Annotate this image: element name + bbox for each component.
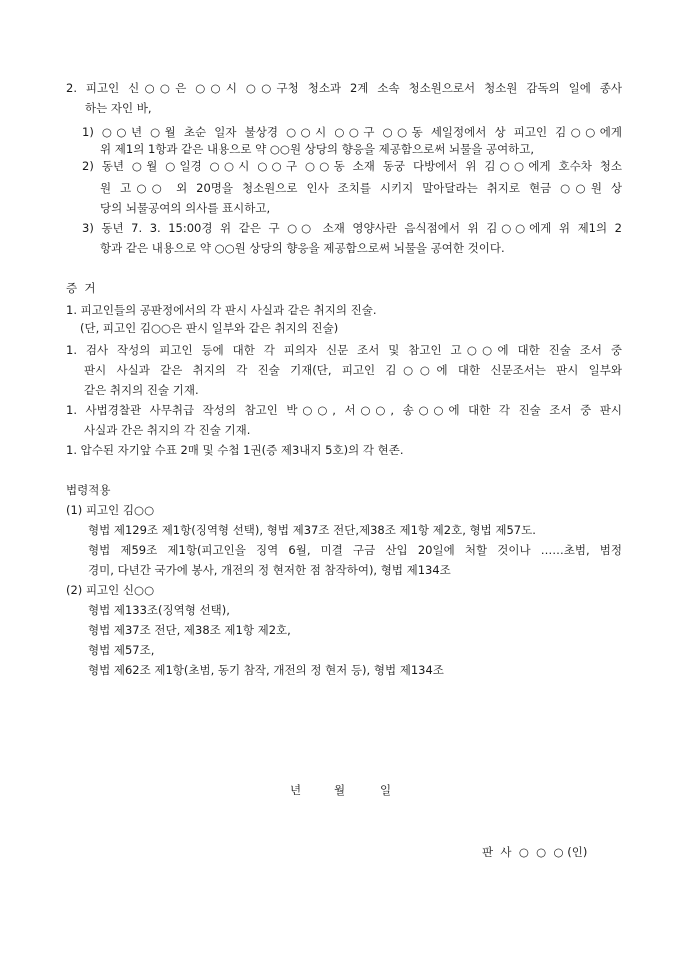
date-year: 년 [290, 783, 302, 797]
law-shin-line: 형법 제62조 제1항(초범, 동기 참작, 개전의 정 현저 등), 형법 제134조 [88, 663, 444, 677]
date-month: 월 [334, 783, 346, 797]
law-kim-line: 경미, 다년간 국가에 봉사, 개전의 정 현저한 점 참작하여), 형법 제134조 [88, 563, 451, 577]
judge-signature: 판 사 ○ ○ ○ (인) [482, 845, 588, 859]
item2-sub2-line: 원 고○○ 외 20명을 청소원으로 인사 조치를 시키지 말아달라는 취지로 현금 ○○원 상 [100, 181, 622, 195]
evidence-heading: 증 거 [66, 281, 96, 295]
item2-sub1-line: 위 제1의 1항과 같은 내용으로 약 ○○원 상당의 향응을 제공함으로써 뇌물을 공여하고, [100, 142, 535, 156]
law-kim-line: 형법 제129조 제1항(징역형 선택), 형법 제37조 전단,제38조 제1항 제2호, 형법 제57도. [88, 523, 536, 537]
item2-sub3-line: 3) 동년 7. 3. 15:00경 위 같은 구 ○○ 소재 영양사란 음식점에서 위 김○○에게 위 제1의 2 [82, 221, 622, 235]
law-heading: 법령적용 [66, 483, 111, 497]
item2-sub2-line: 2) 동년 ○월 ○일경 ○○시 ○○구 ○○동 소재 동궁 다방에서 위 김○○에게 호수차 청소 [82, 159, 622, 173]
law-defendant-shin: (2) 피고인 신○○ [66, 583, 155, 597]
evidence-item-line: 1. 검사 작성의 피고인 등에 대한 각 피의자 신문 조서 및 참고인 고○○에 대한 진술 조서 중 [66, 343, 622, 357]
item2-intro-line: 하는 자인 바, [85, 101, 152, 115]
law-shin-line: 형법 제37조 전단, 제38조 제1항 제2호, [88, 623, 291, 637]
law-defendant-kim: (1) 피고인 김○○ [66, 503, 155, 517]
evidence-item-line: 1. 피고인들의 공판정에서의 각 판시 사실과 같은 취지의 진술. [66, 303, 377, 317]
item2-intro-line: 2. 피고인 신○○은 ○○시 ○○구청 청소과 2계 소속 청소원으로서 청소원 감독의 일에 종사 [66, 81, 622, 95]
evidence-item-line: 1. 사법경찰관 사무취급 작성의 참고인 박○○, 서○○, 송○○에 대한 각 진술 조서 중 판시 [66, 403, 622, 417]
item2-sub2-line: 당의 뇌물공여의 의사를 표시하고, [100, 201, 271, 215]
law-shin-line: 형법 제57조, [88, 643, 155, 657]
evidence-item-line: (단, 피고인 김○○은 판시 일부와 같은 취지의 진술) [80, 321, 339, 335]
date-day: 일 [380, 783, 392, 797]
item2-sub1-line: 1) ○○년 ○월 초순 일자 불상경 ○○시 ○○구 ○○동 세일정에서 상 피고인 김○○에게 [82, 125, 622, 139]
law-shin-line: 형법 제133조(징역형 선택), [88, 603, 230, 617]
evidence-item-line: 같은 취지의 진술 기재. [84, 383, 199, 397]
item2-sub3-line: 항과 같은 내용으로 약 ○○원 상당의 향응을 제공함으로써 뇌물을 공여한 것이다. [100, 241, 505, 255]
law-kim-line: 형법 제59조 제1항(피고인을 징역 6월, 미결 구금 산입 20일에 처할 것이나 ……초범, 범정 [88, 543, 622, 557]
evidence-item-line: 1. 압수된 자기앞 수표 2매 및 수첩 1권(증 제3내지 5호)의 각 현존. [66, 443, 404, 457]
evidence-item-line: 판시 사실과 같은 취지의 각 진술 기재(단, 피고인 김○○에 대한 신문조서는 판시 일부와 [84, 363, 622, 377]
evidence-item-line: 사실과 간은 취지의 각 진술 기재. [84, 423, 251, 437]
